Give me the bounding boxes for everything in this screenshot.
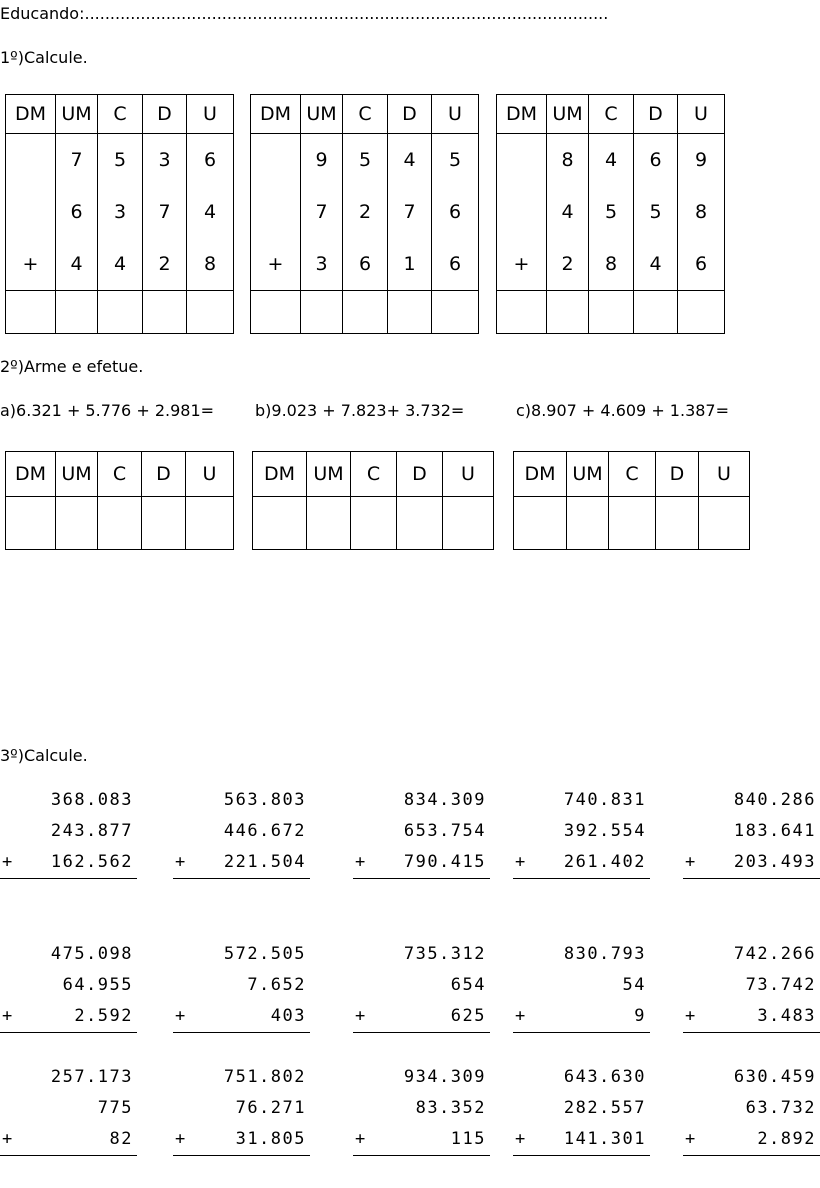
plus-sign: + [175, 852, 187, 872]
sum-underline [513, 1155, 650, 1156]
answer-cell[interactable] [251, 291, 301, 334]
plus-sign: + [175, 1129, 187, 1149]
q1-place-value-table [496, 94, 725, 334]
q2-title: 2º)Arme e efetue. [0, 357, 144, 376]
student-name-label: Educando:....................................................................................................... [0, 4, 609, 23]
q2-place-value-table [513, 451, 750, 550]
addend: 368.083 [50, 790, 133, 810]
addend: 790.415 [403, 852, 486, 872]
plus-sign: + [355, 852, 367, 872]
sum-underline [353, 1032, 490, 1033]
work-cell[interactable] [699, 497, 750, 550]
column-header-d: D [397, 452, 443, 497]
q3-title: 3º)Calcule. [0, 746, 88, 765]
answer-cell[interactable] [6, 291, 56, 334]
column-header-d: D [634, 95, 678, 134]
column-header-dm: DM [497, 95, 547, 134]
plus-sign: + [355, 1006, 367, 1026]
addend: 9 [634, 1006, 646, 1026]
addend: 83.352 [415, 1098, 486, 1118]
sum-underline [353, 878, 490, 879]
digit-cell: 8 [589, 238, 634, 291]
addition-problem [0, 1062, 137, 1156]
answer-cell[interactable] [98, 291, 143, 334]
digit-cell: 7 [301, 186, 343, 238]
operator-cell [251, 134, 301, 187]
addition-problem [0, 939, 137, 1033]
digit-cell: 3 [301, 238, 343, 291]
answer-cell[interactable] [301, 291, 343, 334]
work-cell[interactable] [567, 497, 609, 550]
addition-problem [173, 1062, 310, 1156]
operator-cell: + [251, 238, 301, 291]
column-header-c: C [351, 452, 397, 497]
digit-cell: 2 [143, 238, 187, 291]
q2-place-value-table [252, 451, 494, 550]
work-cell[interactable] [307, 497, 351, 550]
sum-underline [683, 878, 820, 879]
addend: 735.312 [403, 944, 486, 964]
plus-sign: + [2, 1129, 14, 1149]
digit-cell: 4 [388, 134, 432, 187]
answer-cell[interactable] [589, 291, 634, 334]
work-cell[interactable] [656, 497, 699, 550]
digit-cell: 3 [98, 186, 143, 238]
addition-problem [683, 785, 820, 879]
column-header-u: U [699, 452, 750, 497]
sum-underline [683, 1155, 820, 1156]
digit-cell: 4 [547, 186, 589, 238]
column-header-c: C [609, 452, 656, 497]
column-header-um: UM [567, 452, 609, 497]
digit-cell: 3 [143, 134, 187, 187]
answer-cell[interactable] [56, 291, 98, 334]
work-cell[interactable] [443, 497, 494, 550]
addend: 63.732 [745, 1098, 816, 1118]
column-header-um: UM [56, 95, 98, 134]
column-header-dm: DM [251, 95, 301, 134]
digit-cell: 6 [56, 186, 98, 238]
q2-place-value-table [5, 451, 234, 550]
column-header-d: D [143, 95, 187, 134]
q1-place-value-table [250, 94, 479, 334]
work-cell[interactable] [397, 497, 443, 550]
addend: 54 [622, 975, 646, 995]
answer-cell[interactable] [343, 291, 388, 334]
digit-cell: 6 [432, 186, 479, 238]
addend: 751.802 [223, 1067, 306, 1087]
digit-cell: 2 [547, 238, 589, 291]
answer-cell[interactable] [143, 291, 187, 334]
digit-cell: 1 [388, 238, 432, 291]
plus-sign: + [685, 1129, 697, 1149]
sum-underline [173, 1155, 310, 1156]
sum-underline [0, 878, 137, 879]
addition-problem [0, 785, 137, 879]
addition-problem [353, 939, 490, 1033]
digit-cell: 8 [678, 186, 725, 238]
addend: 3.483 [757, 1006, 816, 1026]
column-header-dm: DM [253, 452, 307, 497]
plus-sign: + [685, 852, 697, 872]
addend: 654 [450, 975, 486, 995]
plus-sign: + [515, 1006, 527, 1026]
addition-problem [513, 1062, 650, 1156]
addend: 830.793 [563, 944, 646, 964]
addend: 257.173 [50, 1067, 133, 1087]
q1-title: 1º)Calcule. [0, 48, 88, 67]
digit-cell: 5 [98, 134, 143, 187]
addition-problem [513, 939, 650, 1033]
sum-underline [0, 1032, 137, 1033]
work-cell[interactable] [253, 497, 307, 550]
column-header-d: D [656, 452, 699, 497]
addition-problem [173, 785, 310, 879]
work-cell[interactable] [98, 497, 142, 550]
addend: 475.098 [50, 944, 133, 964]
sum-underline [513, 1032, 650, 1033]
addition-problem [353, 785, 490, 879]
addend: 2.592 [74, 1006, 133, 1026]
addend: 31.805 [235, 1129, 306, 1149]
work-cell[interactable] [186, 497, 234, 550]
addend: 834.309 [403, 790, 486, 810]
work-cell[interactable] [514, 497, 567, 550]
addition-problem [513, 785, 650, 879]
addend: 64.955 [62, 975, 133, 995]
digit-cell: 6 [678, 238, 725, 291]
operator-cell [497, 134, 547, 187]
addend: 221.504 [223, 852, 306, 872]
addend: 653.754 [403, 821, 486, 841]
sum-underline [683, 1032, 820, 1033]
q1-place-value-table [5, 94, 234, 334]
addend: 2.892 [757, 1129, 816, 1149]
column-header-u: U [443, 452, 494, 497]
column-header-um: UM [547, 95, 589, 134]
work-cell[interactable] [142, 497, 186, 550]
digit-cell: 7 [388, 186, 432, 238]
work-cell[interactable] [351, 497, 397, 550]
addend: 82 [109, 1129, 133, 1149]
plus-sign: + [355, 1129, 367, 1149]
plus-sign: + [515, 1129, 527, 1149]
answer-cell[interactable] [678, 291, 725, 334]
sum-underline [353, 1155, 490, 1156]
operator-cell: + [6, 238, 56, 291]
digit-cell: 7 [143, 186, 187, 238]
column-header-c: C [343, 95, 388, 134]
addend: 261.402 [563, 852, 646, 872]
column-header-c: C [589, 95, 634, 134]
column-header-dm: DM [6, 452, 56, 497]
addend: 630.459 [733, 1067, 816, 1087]
digit-cell: 4 [56, 238, 98, 291]
answer-cell[interactable] [187, 291, 234, 334]
column-header-um: UM [301, 95, 343, 134]
addend: 740.831 [563, 790, 646, 810]
plus-sign: + [175, 1006, 187, 1026]
answer-cell[interactable] [634, 291, 678, 334]
plus-sign: + [2, 852, 14, 872]
addend: 162.562 [50, 852, 133, 872]
addend: 840.286 [733, 790, 816, 810]
digit-cell: 8 [547, 134, 589, 187]
addend: 934.309 [403, 1067, 486, 1087]
column-header-c: C [98, 452, 142, 497]
answer-cell[interactable] [497, 291, 547, 334]
column-header-d: D [388, 95, 432, 134]
addend: 643.630 [563, 1067, 646, 1087]
sum-underline [173, 1032, 310, 1033]
digit-cell: 6 [634, 134, 678, 187]
work-cell[interactable] [609, 497, 656, 550]
answer-cell[interactable] [432, 291, 479, 334]
operator-cell [497, 186, 547, 238]
addend: 243.877 [50, 821, 133, 841]
operator-cell: + [497, 238, 547, 291]
digit-cell: 2 [343, 186, 388, 238]
addend: 392.554 [563, 821, 646, 841]
column-header-u: U [432, 95, 479, 134]
addend: 403 [270, 1006, 306, 1026]
addend: 115 [450, 1129, 486, 1149]
plus-sign: + [685, 1006, 697, 1026]
column-header-u: U [187, 95, 234, 134]
digit-cell: 4 [589, 134, 634, 187]
addition-problem [683, 939, 820, 1033]
column-header-u: U [678, 95, 725, 134]
addend: 742.266 [733, 944, 816, 964]
digit-cell: 5 [432, 134, 479, 187]
digit-cell: 5 [589, 186, 634, 238]
q2-exercise-a: a)6.321 + 5.776 + 2.981= [0, 401, 215, 420]
operator-cell [6, 134, 56, 187]
digit-cell: 7 [56, 134, 98, 187]
addend: 563.803 [223, 790, 306, 810]
addend: 572.505 [223, 944, 306, 964]
addend: 203.493 [733, 852, 816, 872]
addend: 76.271 [235, 1098, 306, 1118]
addition-problem [683, 1062, 820, 1156]
addition-problem [353, 1062, 490, 1156]
digit-cell: 4 [187, 186, 234, 238]
operator-cell [251, 186, 301, 238]
addend: 775 [97, 1098, 133, 1118]
column-header-c: C [98, 95, 143, 134]
digit-cell: 6 [343, 238, 388, 291]
work-cell[interactable] [6, 497, 56, 550]
sum-underline [513, 878, 650, 879]
column-header-u: U [186, 452, 234, 497]
column-header-dm: DM [6, 95, 56, 134]
addend: 446.672 [223, 821, 306, 841]
q2-exercise-c: c)8.907 + 4.609 + 1.387= [516, 401, 730, 420]
addend: 183.641 [733, 821, 816, 841]
digit-cell: 6 [187, 134, 234, 187]
column-header-um: UM [56, 452, 98, 497]
addend: 141.301 [563, 1129, 646, 1149]
column-header-d: D [142, 452, 186, 497]
sum-underline [0, 1155, 137, 1156]
work-cell[interactable] [56, 497, 98, 550]
addition-problem [173, 939, 310, 1033]
operator-cell [6, 186, 56, 238]
column-header-dm: DM [514, 452, 567, 497]
q2-exercise-b: b)9.023 + 7.823+ 3.732= [255, 401, 465, 420]
addend: 73.742 [745, 975, 816, 995]
answer-cell[interactable] [547, 291, 589, 334]
addend: 625 [450, 1006, 486, 1026]
digit-cell: 5 [343, 134, 388, 187]
answer-cell[interactable] [388, 291, 432, 334]
digit-cell: 8 [187, 238, 234, 291]
digit-cell: 4 [634, 238, 678, 291]
plus-sign: + [515, 852, 527, 872]
column-header-um: UM [307, 452, 351, 497]
plus-sign: + [2, 1006, 14, 1026]
digit-cell: 9 [678, 134, 725, 187]
digit-cell: 6 [432, 238, 479, 291]
addend: 7.652 [247, 975, 306, 995]
digit-cell: 5 [634, 186, 678, 238]
addend: 282.557 [563, 1098, 646, 1118]
digit-cell: 4 [98, 238, 143, 291]
sum-underline [173, 878, 310, 879]
digit-cell: 9 [301, 134, 343, 187]
